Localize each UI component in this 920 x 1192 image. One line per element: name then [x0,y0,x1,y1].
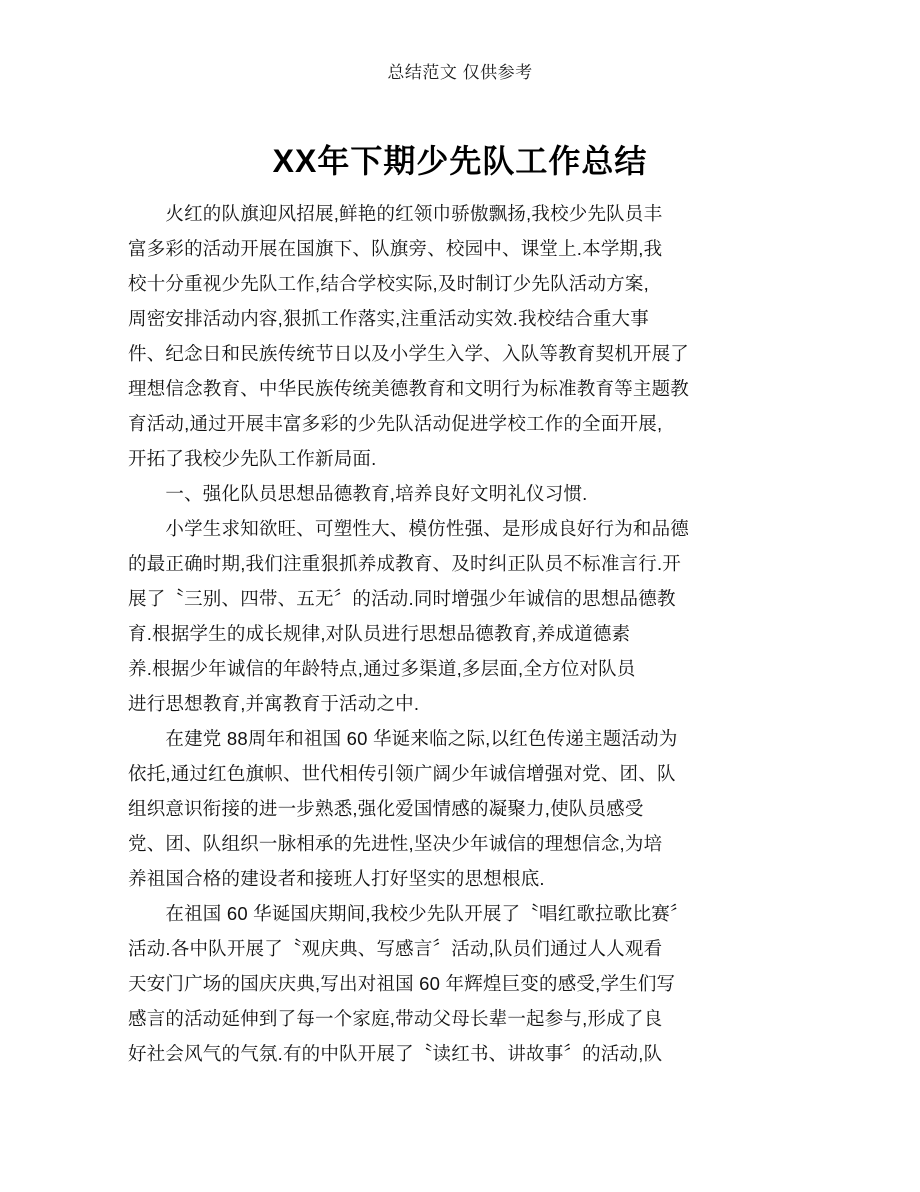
text-line: 活动.各中队开展了〝观庆典、写感言〞活动,队员们通过人人观看 [128,938,663,959]
text-line: 育活动,通过开展丰富多彩的少先队活动促进学校工作的全面开展, [128,413,663,434]
paragraph-3 [128,511,800,721]
document-body [128,196,800,1071]
text-line: 育.根据学生的成长规律,对队员进行思想品德教育,养成道德素 [128,623,631,644]
text-line: 一、强化队员思想品德教育,培养良好文明礼仪习惯. [128,483,588,504]
text-line: 感言的活动延伸到了每一个家庭,带动父母长辈一起参与,形成了良 [128,1008,663,1029]
text-line: 周密安排活动内容,狠抓工作落实,注重活动实效.我校结合重大事 [128,308,649,329]
text-line: 依托,通过红色旗帜、世代相传引领广阔少年诚信增强对党、团、队 [128,763,676,784]
text-line: 养祖国合格的建设者和接班人打好坚实的思想根底. [128,868,545,889]
document-header-note: 总结范文 仅供参考 [387,63,533,82]
text-line: 火红的队旗迎风招展,鲜艳的红领巾骄傲飘扬,我校少先队员丰 [128,203,663,224]
paragraph-1 [128,196,800,476]
text-line: 进行思想教育,并寓教育于活动之中. [128,693,420,714]
text-line: 养.根据少年诚信的年龄特点,通过多渠道,多层面,全方位对队员 [128,658,636,679]
text-line: 在建党 88周年和祖国 60 华诞来临之际,以红色传递主题活动为 [128,728,678,749]
text-line: 理想信念教育、中华民族传统美德教育和文明行为标准教育等主题教 [128,378,690,399]
text-line: 展了〝三别、四带、五无〞的活动.同时增强少年诚信的思想品德教 [128,588,676,609]
text-line: 好社会风气的气氛.有的中队开展了〝读红书、讲故事〞的活动,队 [128,1043,663,1064]
text-line: 的最正确时期,我们注重狠抓养成教育、及时纠正队员不标准言行.开 [128,553,681,574]
text-line: 天安门广场的国庆庆典,写出对祖国 60 年辉煌巨变的感受,学生们写 [128,973,676,994]
paragraph-4 [128,721,800,896]
text-line: 小学生求知欲旺、可塑性大、模仿性强、是形成良好行为和品德 [128,518,690,539]
text-line: 富多彩的活动开展在国旗下、队旗旁、校园中、课堂上.本学期,我 [128,238,663,259]
page-title: XX年下期少先队工作总结 [272,143,648,180]
paragraph-2 [128,476,800,511]
text-line: 组织意识衔接的进一步熟悉,强化爱国情感的凝聚力,使队员感受 [128,798,644,819]
paragraph-5 [128,896,800,1071]
text-line: 校十分重视少先队工作,结合学校实际,及时制订少先队活动方案, [128,273,649,294]
text-line: 件、纪念日和民族传统节日以及小学生入学、入队等教育契机开展了 [128,343,690,364]
text-line: 开拓了我校少先队工作新局面. [128,448,377,469]
text-line: 在祖国 60 华诞国庆期间,我校少先队开展了〝唱红歌拉歌比赛〞 [128,903,689,924]
text-line: 党、团、队组织一脉相承的先进性,坚决少年诚信的理想信念,为培 [128,833,663,854]
